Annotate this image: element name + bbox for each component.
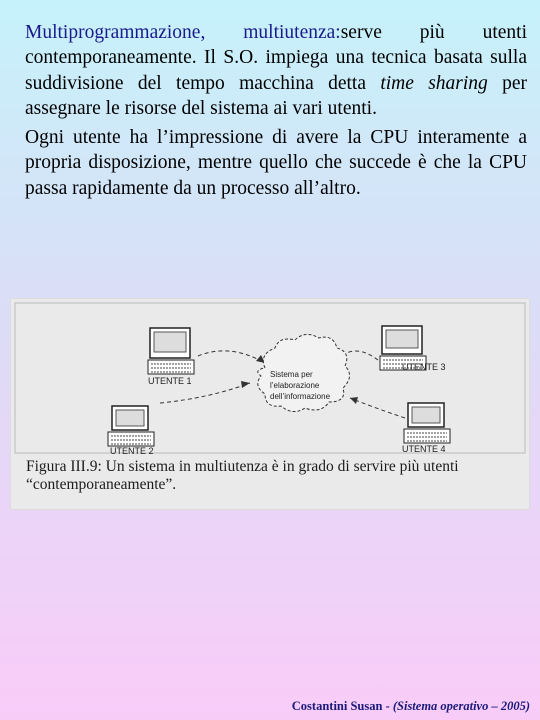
link-user4 [350, 398, 405, 418]
paragraph-text-a: serve più utenti contemporaneamente. Il S.O. impiega una tecnica basata sulla suddivisione del tempo macchina detta [25, 22, 527, 94]
computer-icon-user1 [148, 328, 194, 374]
link-user2 [160, 383, 250, 403]
caption-line1: Figura III.9: Un sistema in multiutenza è in grado di servire più utenti [26, 458, 459, 475]
computer-icon-user2 [108, 406, 154, 446]
term-highlight: Multiprogrammazione, multiutenza: [25, 22, 341, 43]
caption-line2: “contemporaneamente”. [26, 476, 177, 493]
link-user1 [198, 351, 265, 363]
footer-author: Costantini Susan - [291, 699, 393, 713]
figure-multiuser-diagram [10, 298, 530, 510]
user4-label: UTENTE 4 [402, 444, 446, 454]
user3-label: UTENTE 3 [402, 362, 446, 372]
cloud-label-line3: dell’informazione [270, 392, 331, 401]
user1-label: UTENTE 1 [148, 376, 192, 386]
footer-work: (Sistema operativo – 2005) [392, 699, 530, 713]
figure-caption [26, 458, 526, 494]
cloud-label-line2: l’elaborazione [270, 381, 320, 390]
cloud-label-line1: Sistema per [270, 370, 313, 379]
paragraph-text-b: per assegnare le risorse del sistema ai vari utenti. [25, 72, 528, 120]
paragraph-cpu: Ogni utente ha l’impressione di avere la CPU interamente a propria disposizione, mentre quello che succede è che la CPU passa rapidamente da un processo all’altro. [25, 127, 527, 199]
computer-icon-user4 [404, 403, 450, 443]
time-sharing-term: time sharing [380, 72, 488, 94]
paragraph-multiutenza [25, 20, 527, 122]
user2-label: UTENTE 2 [110, 446, 154, 456]
footer-credit [292, 699, 530, 714]
